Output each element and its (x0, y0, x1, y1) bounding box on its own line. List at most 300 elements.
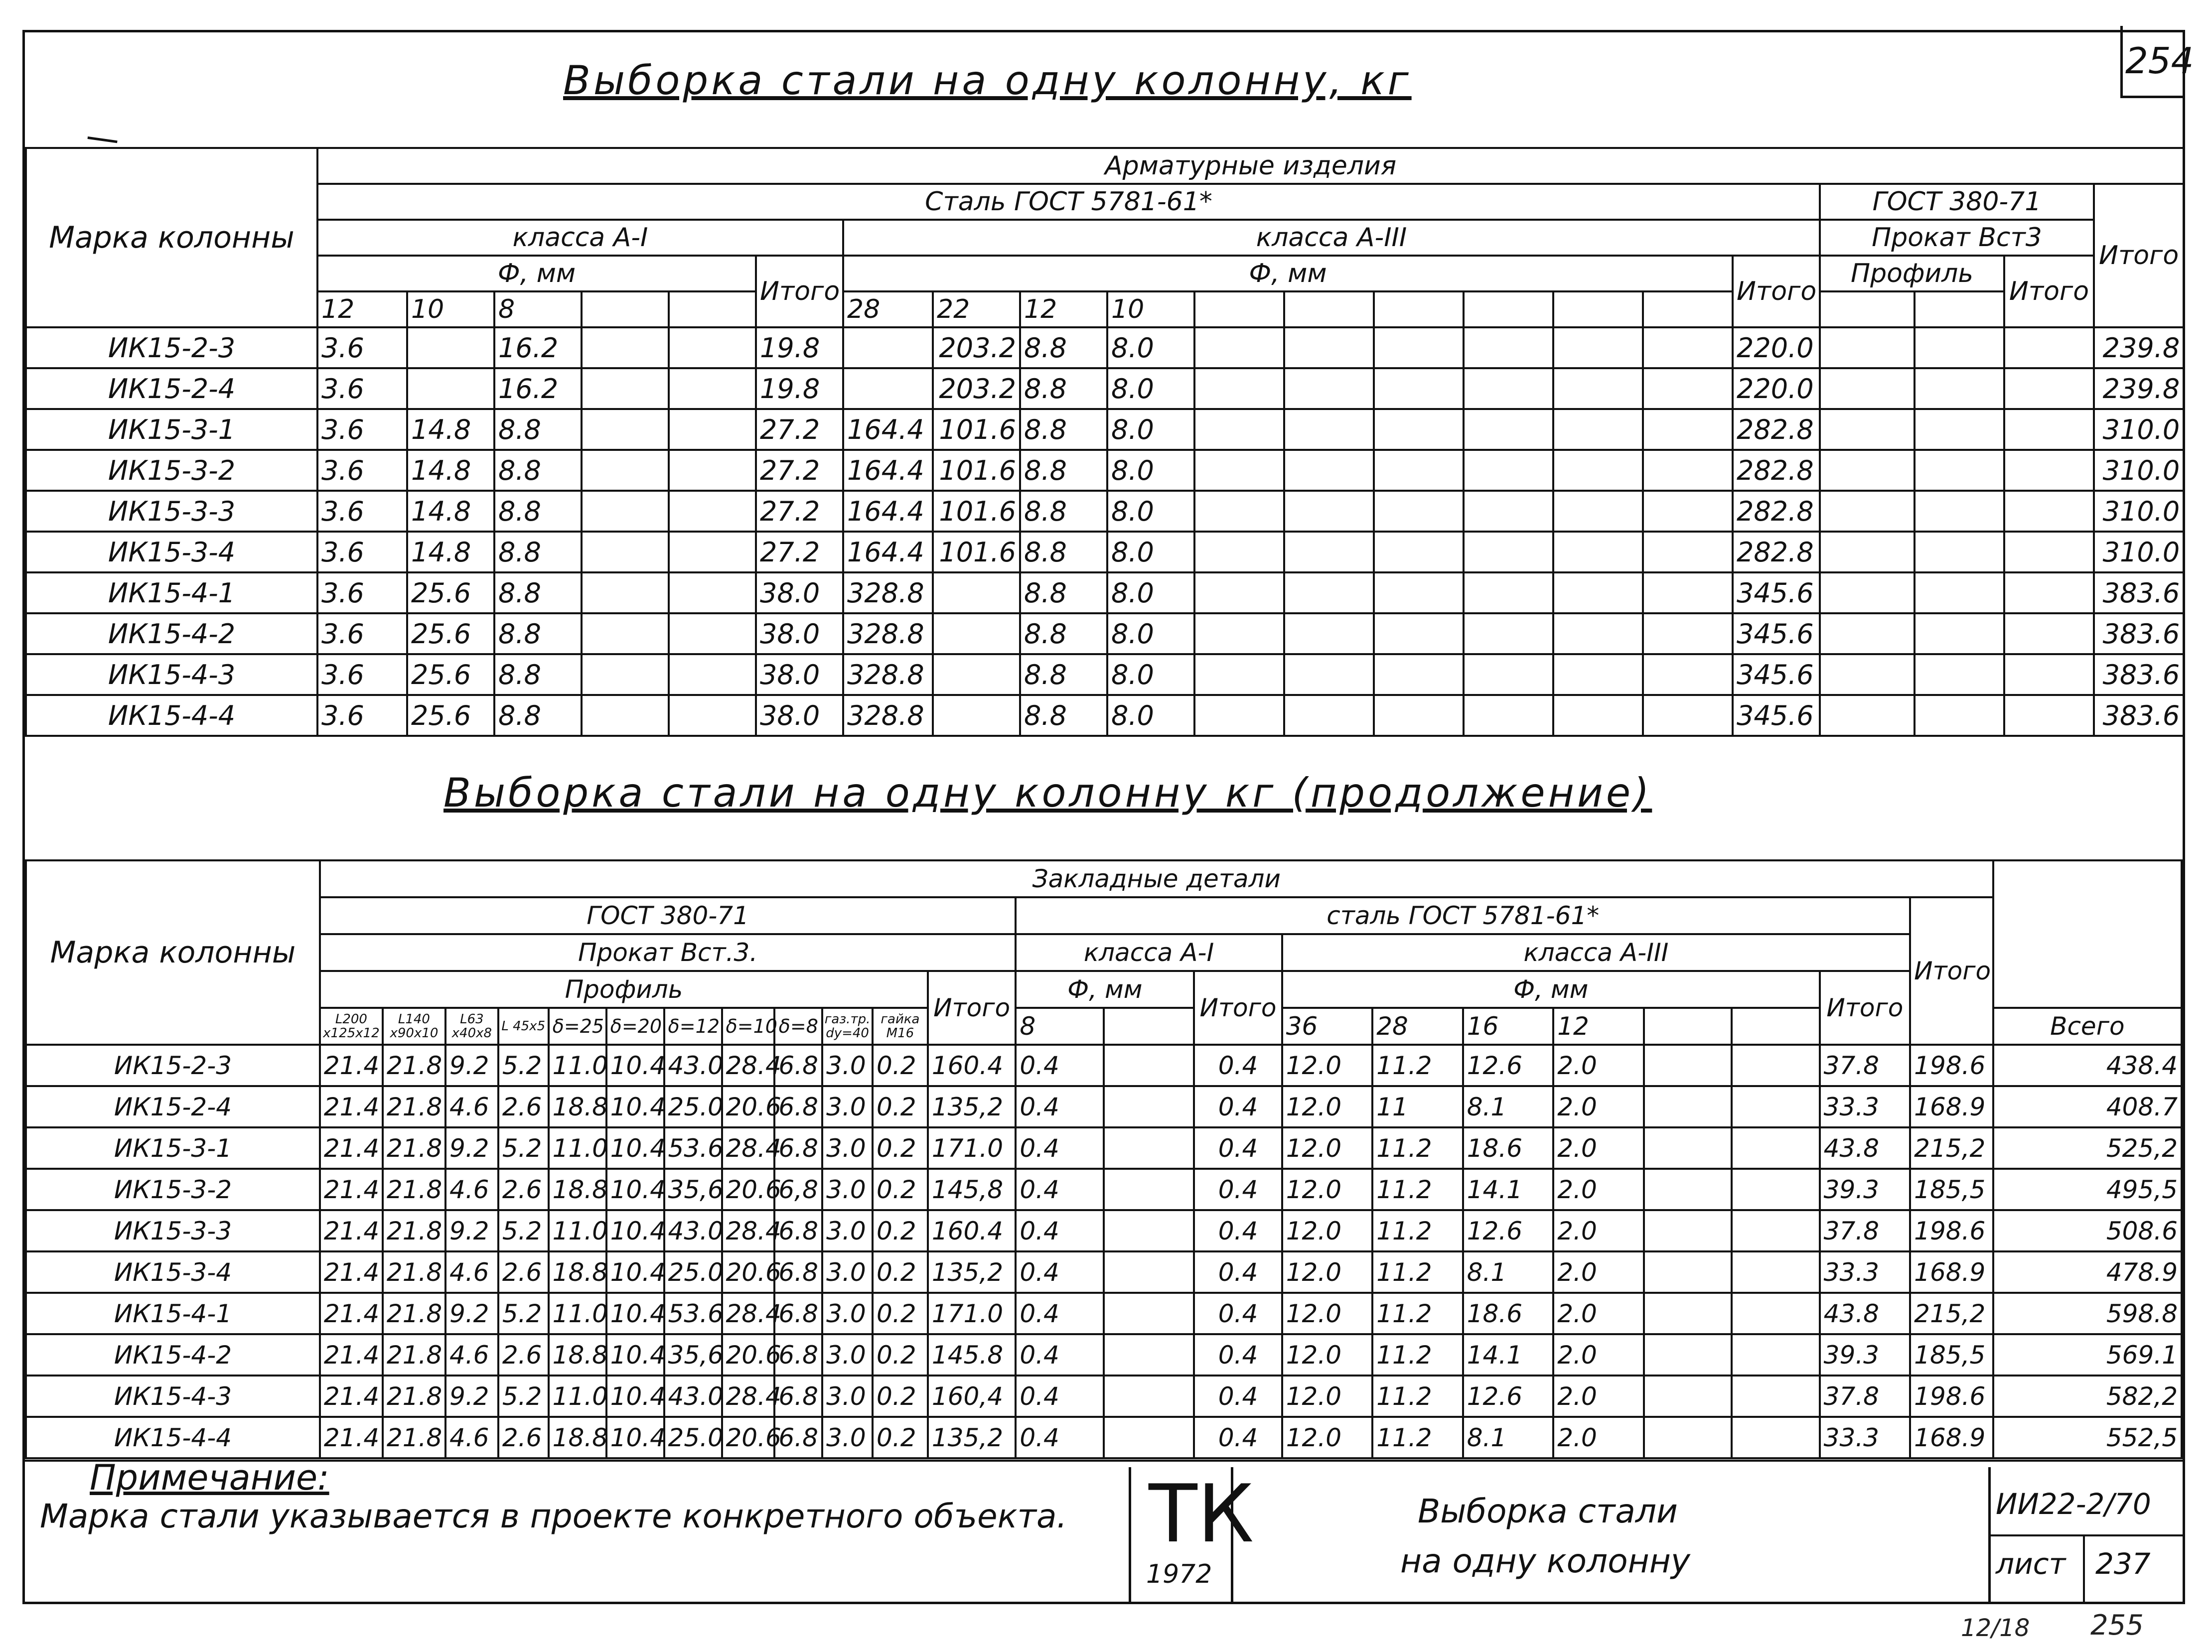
table-row (26, 1251, 2182, 1293)
cell (1644, 1251, 1732, 1293)
cell: 3.6 (317, 654, 407, 695)
cell: 8.8 (1020, 613, 1107, 654)
cell (1644, 1127, 1732, 1169)
cell (1644, 1293, 1732, 1334)
cell (1820, 368, 1915, 409)
cell: 8.8 (1020, 532, 1107, 572)
cell: 552,5 (1993, 1417, 2182, 1458)
mark-cell: ИК15-3-2 (26, 450, 317, 491)
cell (1464, 532, 1553, 572)
cell (1643, 327, 1733, 368)
mark-header: Марка колонны (26, 860, 320, 1045)
cell (1643, 532, 1733, 572)
cell (669, 613, 756, 654)
phi-header-a1: Ф, мм (1016, 971, 1194, 1008)
cell (1644, 1334, 1732, 1376)
cell (1820, 409, 1915, 450)
table2-embedded-parts (25, 859, 2183, 1459)
cell: 21.8 (383, 1169, 445, 1210)
cell: 8.1 (1463, 1417, 1554, 1458)
cell: 8.8 (494, 532, 582, 572)
cell: 0.4 (1016, 1417, 1103, 1458)
cell: 21.8 (383, 1417, 445, 1458)
cell: 12.0 (1282, 1376, 1373, 1417)
cell: 9.2 (445, 1293, 498, 1334)
cell: 11.2 (1372, 1376, 1463, 1417)
cell: 215,2 (1910, 1127, 1993, 1169)
cell: 3.6 (317, 409, 407, 450)
class-a3-header: класса А-III (1282, 934, 1910, 971)
phi-header-a3: Ф, мм (1282, 971, 1820, 1008)
cell: 43.8 (1820, 1293, 1911, 1334)
mark-cell: ИК15-3-3 (26, 491, 317, 532)
cell: 12.6 (1463, 1210, 1554, 1251)
cell (582, 613, 669, 654)
cell: 11.0 (549, 1045, 606, 1086)
cell: 135,2 (928, 1086, 1016, 1127)
profile-l63: L63 x40x8 (445, 1008, 498, 1045)
cell (582, 654, 669, 695)
cell: 33.3 (1820, 1086, 1911, 1127)
cell (1553, 327, 1643, 368)
cell: 12.0 (1282, 1045, 1373, 1086)
cell (1732, 1045, 1819, 1086)
cell: 198.6 (1910, 1376, 1993, 1417)
cell: 0.2 (873, 1086, 928, 1127)
cell (1732, 1417, 1819, 1458)
cell: 345.6 (1733, 572, 1820, 613)
cell: 38.0 (756, 695, 843, 736)
cell: 12.0 (1282, 1169, 1373, 1210)
cell: 21.4 (320, 1376, 383, 1417)
cell: 5.2 (498, 1045, 549, 1086)
cell: 27.2 (756, 532, 843, 572)
cell: 8.8 (494, 572, 582, 613)
table-row (26, 613, 2184, 654)
cell: 18.8 (549, 1251, 606, 1293)
cell: 20.6 (722, 1417, 775, 1458)
profile-l45: L 45x5 (498, 1008, 549, 1045)
cell (1374, 450, 1464, 491)
cell: 21.4 (320, 1293, 383, 1334)
cell: 160,4 (928, 1376, 1016, 1417)
cell: 9.2 (445, 1376, 498, 1417)
mark-cell: ИК15-2-3 (26, 327, 317, 368)
cell: 6.8 (774, 1251, 822, 1293)
cell (1104, 1210, 1194, 1251)
table-row (26, 532, 2184, 572)
cell (582, 695, 669, 736)
empty-cell (1732, 1008, 1819, 1045)
table1-header (26, 148, 2184, 327)
table-row (26, 327, 2184, 368)
cell: 0.4 (1016, 1210, 1103, 1251)
cell: 495,5 (1993, 1169, 2182, 1210)
mark-cell: ИК15-2-4 (26, 368, 317, 409)
cell: 21.4 (320, 1169, 383, 1210)
cell (1915, 532, 2004, 572)
cell: 9.2 (445, 1210, 498, 1251)
cell: 2.0 (1553, 1210, 1644, 1251)
cell: 11.2 (1372, 1293, 1463, 1334)
cell: 8.0 (1107, 327, 1194, 368)
empty-cell (1284, 291, 1374, 327)
bottom-note-2: 255 (2090, 1609, 2144, 1642)
cell: 3.6 (317, 613, 407, 654)
cell (1915, 491, 2004, 532)
bottom-note-1: 12/18 (1961, 1614, 2030, 1642)
empty-cell (1993, 860, 2182, 1008)
cell: 168.9 (1910, 1251, 1993, 1293)
cell: 27.2 (756, 409, 843, 450)
cell (1464, 654, 1553, 695)
cell: 8.8 (494, 491, 582, 532)
cell (1644, 1417, 1732, 1458)
cell (1820, 613, 1915, 654)
cell: 6.8 (774, 1210, 822, 1251)
cell (582, 368, 669, 409)
cell: 0.4 (1194, 1127, 1282, 1169)
cell: 345.6 (1733, 695, 1820, 736)
subtotal-prokat-header: Итого (2004, 256, 2094, 327)
profile-header: Профиль (320, 971, 928, 1008)
cell: 0.2 (873, 1293, 928, 1334)
cell: 203.2 (933, 327, 1020, 368)
cell: 37.8 (1820, 1210, 1911, 1251)
note-text: Марка стали указывается в проекте конкретного объекта. (40, 1497, 1067, 1535)
cell (1553, 613, 1643, 654)
cell (1194, 327, 1284, 368)
dia-10-a3: 10 (1107, 291, 1194, 327)
cell: 4.6 (445, 1417, 498, 1458)
cell: 28.4 (722, 1127, 775, 1169)
cell (1643, 491, 1733, 532)
cell: 0.4 (1016, 1334, 1103, 1376)
cell: 19.8 (756, 327, 843, 368)
cell: 10.4 (606, 1210, 664, 1251)
cell: 3.6 (317, 572, 407, 613)
cell: 10.4 (606, 1293, 664, 1334)
cell: 8.8 (1020, 654, 1107, 695)
cell: 345.6 (1733, 654, 1820, 695)
mark-cell: ИК15-4-4 (26, 695, 317, 736)
cell: 569.1 (1993, 1334, 2182, 1376)
table-row (26, 572, 2184, 613)
cell (1820, 654, 1915, 695)
cell (933, 695, 1020, 736)
cell: 6.8 (774, 1293, 822, 1334)
cell: 3.6 (317, 327, 407, 368)
cell: 11.2 (1372, 1210, 1463, 1251)
cell: 4.6 (445, 1169, 498, 1210)
dia-28: 28 (1372, 1008, 1463, 1045)
cell (1820, 572, 1915, 613)
table-row (26, 1417, 2182, 1458)
cell: 345.6 (1733, 613, 1820, 654)
cell: 3.0 (822, 1086, 873, 1127)
mark-cell: ИК15-2-3 (26, 1045, 320, 1086)
cell: 33.3 (1820, 1417, 1911, 1458)
cell: 8.8 (494, 409, 582, 450)
code-divider (1988, 1534, 2183, 1536)
cell (1104, 1169, 1194, 1210)
gas-pipe: газ.тр. dy=40 (822, 1008, 873, 1045)
cell: 10.4 (606, 1045, 664, 1086)
cell (1194, 409, 1284, 450)
mark-cell: ИК15-4-2 (26, 613, 317, 654)
cell (1915, 368, 2004, 409)
cell (1104, 1417, 1194, 1458)
cell: 383.6 (2094, 654, 2184, 695)
cell (582, 532, 669, 572)
cell: 101.6 (933, 491, 1020, 532)
cell: 12.0 (1282, 1293, 1373, 1334)
cell (2004, 695, 2094, 736)
cell: 10.4 (606, 1417, 664, 1458)
cell (669, 327, 756, 368)
cell: 0.4 (1016, 1293, 1103, 1334)
cell: 3.6 (317, 532, 407, 572)
cell: 2.6 (498, 1334, 549, 1376)
cell: 39.3 (1820, 1169, 1911, 1210)
steel-gost-header: сталь ГОСТ 5781-61* (1016, 897, 1910, 934)
cell: 6.8 (774, 1127, 822, 1169)
cell: 2.0 (1553, 1127, 1644, 1169)
cell: 8.8 (494, 613, 582, 654)
group-header: Арматурные изделия (317, 148, 2184, 184)
cell: 171.0 (928, 1127, 1016, 1169)
cell: 164.4 (843, 532, 933, 572)
cell (669, 695, 756, 736)
cell: 43.0 (664, 1045, 722, 1086)
profile-l140: L140 x90x10 (383, 1008, 445, 1045)
cell: 160.4 (928, 1210, 1016, 1251)
note-title: Примечание: (90, 1457, 329, 1498)
cell (669, 654, 756, 695)
empty-cell (1104, 1008, 1194, 1045)
cell (1644, 1086, 1732, 1127)
cell: 0.4 (1016, 1376, 1103, 1417)
cell: 0.2 (873, 1251, 928, 1293)
cell (1915, 695, 2004, 736)
cell: 21.4 (320, 1127, 383, 1169)
empty-cell (1553, 291, 1643, 327)
cell: 8.0 (1107, 491, 1194, 532)
cell (1374, 572, 1464, 613)
cell (2004, 572, 2094, 613)
mark-cell: ИК15-4-1 (26, 1293, 320, 1334)
cell: 383.6 (2094, 695, 2184, 736)
cell (1643, 572, 1733, 613)
table-row (26, 1127, 2182, 1169)
cell: 0.4 (1194, 1169, 1282, 1210)
cell: 11.2 (1372, 1417, 1463, 1458)
cell: 101.6 (933, 450, 1020, 491)
cell: 8.0 (1107, 572, 1194, 613)
cell: 11.0 (549, 1127, 606, 1169)
cell: 20.6 (722, 1334, 775, 1376)
cell: 0.2 (873, 1376, 928, 1417)
cell (1374, 491, 1464, 532)
cell (2004, 491, 2094, 532)
cell (1553, 572, 1643, 613)
cell (1553, 695, 1643, 736)
cell: 0.4 (1194, 1293, 1282, 1334)
cell: 21.8 (383, 1210, 445, 1251)
cell: 135,2 (928, 1417, 1016, 1458)
cell: 3.0 (822, 1334, 873, 1376)
sheet-label: лист (1996, 1547, 2066, 1581)
cell: 2.0 (1553, 1417, 1644, 1458)
cell (1284, 572, 1374, 613)
mark-cell: ИК15-4-1 (26, 572, 317, 613)
cell: 6.8 (774, 1334, 822, 1376)
cell: 6.8 (774, 1376, 822, 1417)
cell: 3.0 (822, 1251, 873, 1293)
cell: 25.6 (407, 654, 494, 695)
cell (1104, 1334, 1194, 1376)
cell: 328.8 (843, 654, 933, 695)
cell: 43.8 (1820, 1127, 1911, 1169)
cell: 21.8 (383, 1086, 445, 1127)
cell: 2.0 (1553, 1086, 1644, 1127)
cell: 21.8 (383, 1293, 445, 1334)
cell: 8.0 (1107, 695, 1194, 736)
cell (1374, 613, 1464, 654)
cell: 8.1 (1463, 1086, 1554, 1127)
cell (1643, 368, 1733, 409)
cell: 11 (1372, 1086, 1463, 1127)
phi-header-a1: Ф, мм (317, 256, 756, 291)
cell (1464, 327, 1553, 368)
cell: 28.4 (722, 1210, 775, 1251)
cell: 0.2 (873, 1334, 928, 1376)
cell (1284, 491, 1374, 532)
cell (1374, 409, 1464, 450)
cell: 8.8 (1020, 572, 1107, 613)
cell (1732, 1293, 1819, 1334)
prokat-header: Прокат Вст.3. (320, 934, 1016, 971)
cell (1194, 613, 1284, 654)
cell: 3.0 (822, 1417, 873, 1458)
plate-20: δ=20 (606, 1008, 664, 1045)
cell: 239.8 (2094, 327, 2184, 368)
cell (669, 409, 756, 450)
subtotal-header: Итого (1910, 897, 1993, 1045)
cell: 19.8 (756, 368, 843, 409)
cell (933, 613, 1020, 654)
stamp-year: 1972 (1146, 1559, 1212, 1589)
cell (1464, 450, 1553, 491)
cell (1915, 572, 2004, 613)
cell: 21.4 (320, 1251, 383, 1293)
mark-cell: ИК15-3-4 (26, 1251, 320, 1293)
cell: 10.4 (606, 1169, 664, 1210)
cell: 185,5 (1910, 1169, 1993, 1210)
cell: 0.4 (1016, 1251, 1103, 1293)
cell: 4.6 (445, 1334, 498, 1376)
cell (582, 572, 669, 613)
cell (669, 368, 756, 409)
cell (1194, 491, 1284, 532)
cell (1644, 1210, 1732, 1251)
cell (1732, 1169, 1819, 1210)
cell: 27.2 (756, 491, 843, 532)
cell (1464, 368, 1553, 409)
cell (1374, 695, 1464, 736)
empty-cell (1915, 291, 2004, 327)
cell: 168.9 (1910, 1086, 1993, 1127)
cell (1374, 532, 1464, 572)
cell: 12.6 (1463, 1376, 1554, 1417)
cell (1553, 409, 1643, 450)
table2-header (26, 860, 2182, 1045)
sheet-number: 237 (2095, 1547, 2151, 1581)
cell: 0.4 (1016, 1086, 1103, 1127)
cell: 28.4 (722, 1376, 775, 1417)
cell (1644, 1045, 1732, 1086)
cell (1104, 1376, 1194, 1417)
cell: 25.6 (407, 695, 494, 736)
dia-28: 28 (843, 291, 933, 327)
total-header: Итого (2094, 184, 2184, 327)
cell (933, 654, 1020, 695)
cell: 171.0 (928, 1293, 1016, 1334)
cell: 0.4 (1016, 1127, 1103, 1169)
cell: 10.4 (606, 1334, 664, 1376)
cell (1374, 654, 1464, 695)
cell: 21.8 (383, 1127, 445, 1169)
plate-8: δ=8 (774, 1008, 822, 1045)
cell: 5.2 (498, 1210, 549, 1251)
dia-8: 8 (494, 291, 582, 327)
cell: 164.4 (843, 409, 933, 450)
table2-body (26, 1045, 2182, 1458)
cell: 11.2 (1372, 1334, 1463, 1376)
cell (1820, 695, 1915, 736)
cell: 0.4 (1194, 1417, 1282, 1458)
cell: 25.0 (664, 1417, 722, 1458)
cell: 12.6 (1463, 1045, 1554, 1086)
cell (2004, 613, 2094, 654)
dia-10: 10 (407, 291, 494, 327)
cell (1284, 613, 1374, 654)
cell (1284, 327, 1374, 368)
gost380-header: ГОСТ 380-71 (1820, 184, 2094, 220)
table-row (26, 1376, 2182, 1417)
cell: 2.6 (498, 1251, 549, 1293)
table-row (26, 450, 2184, 491)
total-header: Всего (1993, 1008, 2182, 1045)
profile-l200: L200 x125x12 (320, 1008, 383, 1045)
cell: 239.8 (2094, 368, 2184, 409)
cell: 18.6 (1463, 1293, 1554, 1334)
class-a3-header: класса А-III (843, 220, 1820, 256)
cell: 14.8 (407, 532, 494, 572)
cell: 11.2 (1372, 1169, 1463, 1210)
cell: 0.4 (1194, 1334, 1282, 1376)
cell: 282.8 (1733, 532, 1820, 572)
cell (407, 327, 494, 368)
cell: 282.8 (1733, 491, 1820, 532)
cell (1104, 1045, 1194, 1086)
cell: 2.0 (1553, 1251, 1644, 1293)
cell: 12.0 (1282, 1210, 1373, 1251)
cell (1915, 654, 2004, 695)
cell (2004, 532, 2094, 572)
cell: 582,2 (1993, 1376, 2182, 1417)
cell (1284, 368, 1374, 409)
